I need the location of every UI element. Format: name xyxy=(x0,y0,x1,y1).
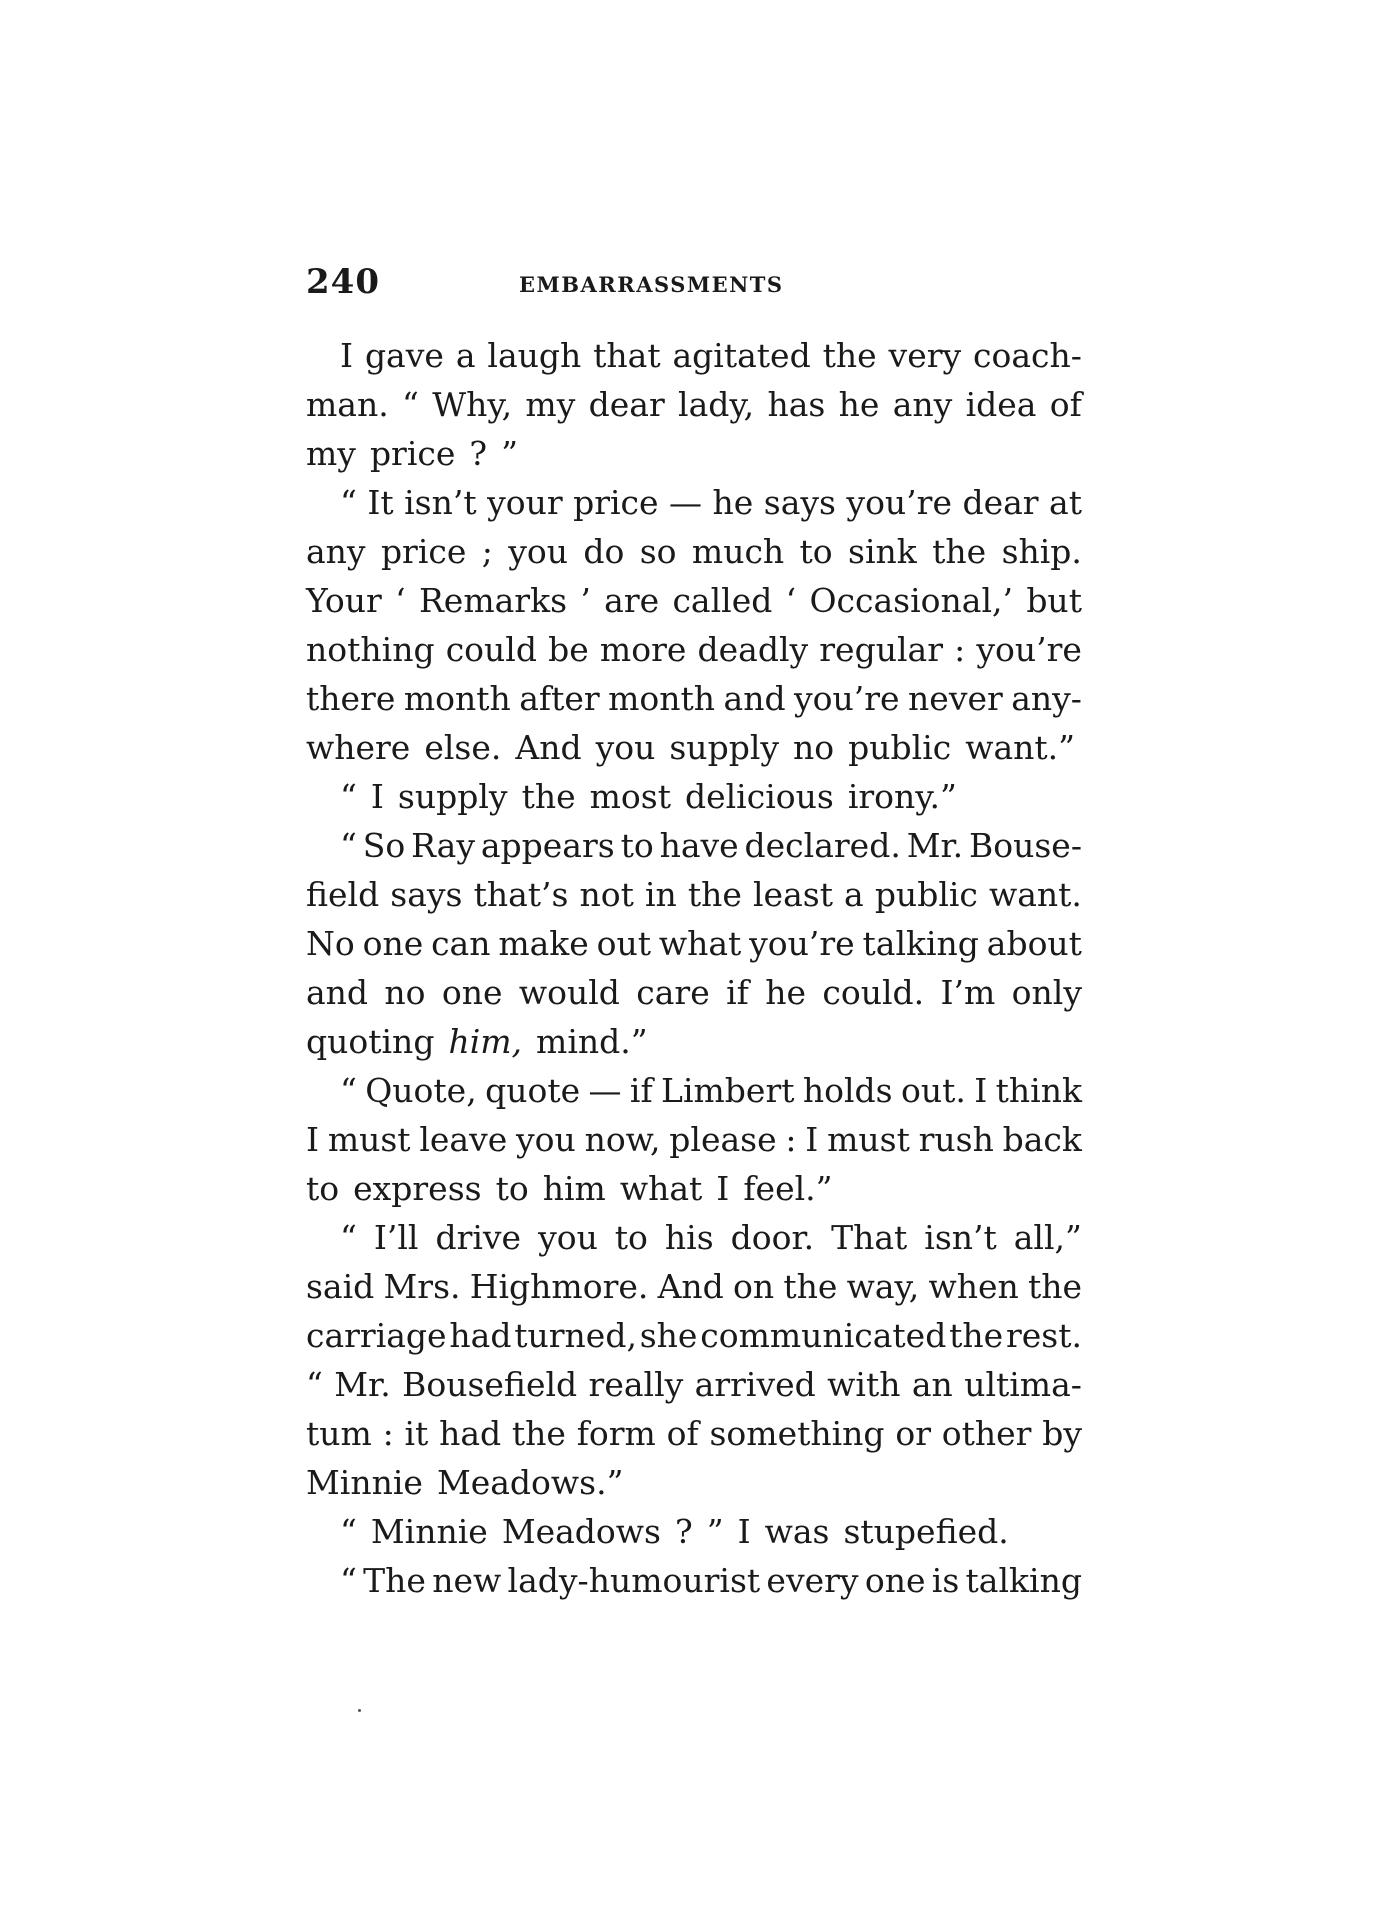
text-line: “ Minnie Meadows ? ” I was stupefied. xyxy=(340,1512,1009,1551)
print-speck xyxy=(358,1709,361,1712)
page-number: 240 xyxy=(306,262,380,302)
text-line: there month after month and you’re never any- xyxy=(306,679,1082,718)
text-line: my price ? ” xyxy=(306,434,518,473)
text-line: “ It isn’t your price — he says you’re dear at xyxy=(340,483,1082,522)
text-line: to express to him what I feel.” xyxy=(306,1169,833,1208)
text-line: “ So Ray appears to have declared. Mr. Bouse- xyxy=(340,826,1082,865)
text-line: “ I supply the most delicious irony.” xyxy=(340,777,957,816)
text-line: where else. And you supply no public want.” xyxy=(306,728,1076,767)
text-line: I must leave you now, please : I must rush back xyxy=(306,1120,1082,1159)
text-line: Your ‘ Remarks ’ are called ‘ Occasional,’ but xyxy=(306,581,1082,620)
text-line: quoting him, mind.” xyxy=(306,1022,648,1061)
text-line: any price ; you do so much to sink the ship. xyxy=(306,532,1082,571)
text-line: “ Mr. Bousefield really arrived with an ultima- xyxy=(306,1365,1082,1404)
text-line: and no one would care if he could. I’m only xyxy=(306,973,1082,1012)
text-line: “ I’ll drive you to his door. That isn’t all,” xyxy=(340,1218,1082,1257)
text-line: Minnie Meadows.” xyxy=(306,1463,624,1502)
page-header xyxy=(306,262,1082,302)
text-line: “ The new lady-humourist every one is talking xyxy=(340,1561,1082,1600)
text-line: carriage had turned, she communicated the rest. xyxy=(306,1316,1082,1355)
text-line: man. “ Why, my dear lady, has he any idea of xyxy=(306,385,1082,424)
text-line: field says that’s not in the least a public want. xyxy=(306,875,1082,914)
body-text xyxy=(306,331,1082,1605)
text-line: said Mrs. Highmore. And on the way, when the xyxy=(306,1267,1082,1306)
text-line: “ Quote, quote — if Limbert holds out. I think xyxy=(340,1071,1082,1110)
text-line: No one can make out what you’re talking about xyxy=(306,924,1082,963)
text-line: I gave a laugh that agitated the very coach- xyxy=(340,336,1082,375)
text-line: nothing could be more deadly regular : you’re xyxy=(306,630,1082,669)
text-line: tum : it had the form of something or other by xyxy=(306,1414,1082,1453)
running-head: EMBARRASSMENTS xyxy=(519,272,784,297)
